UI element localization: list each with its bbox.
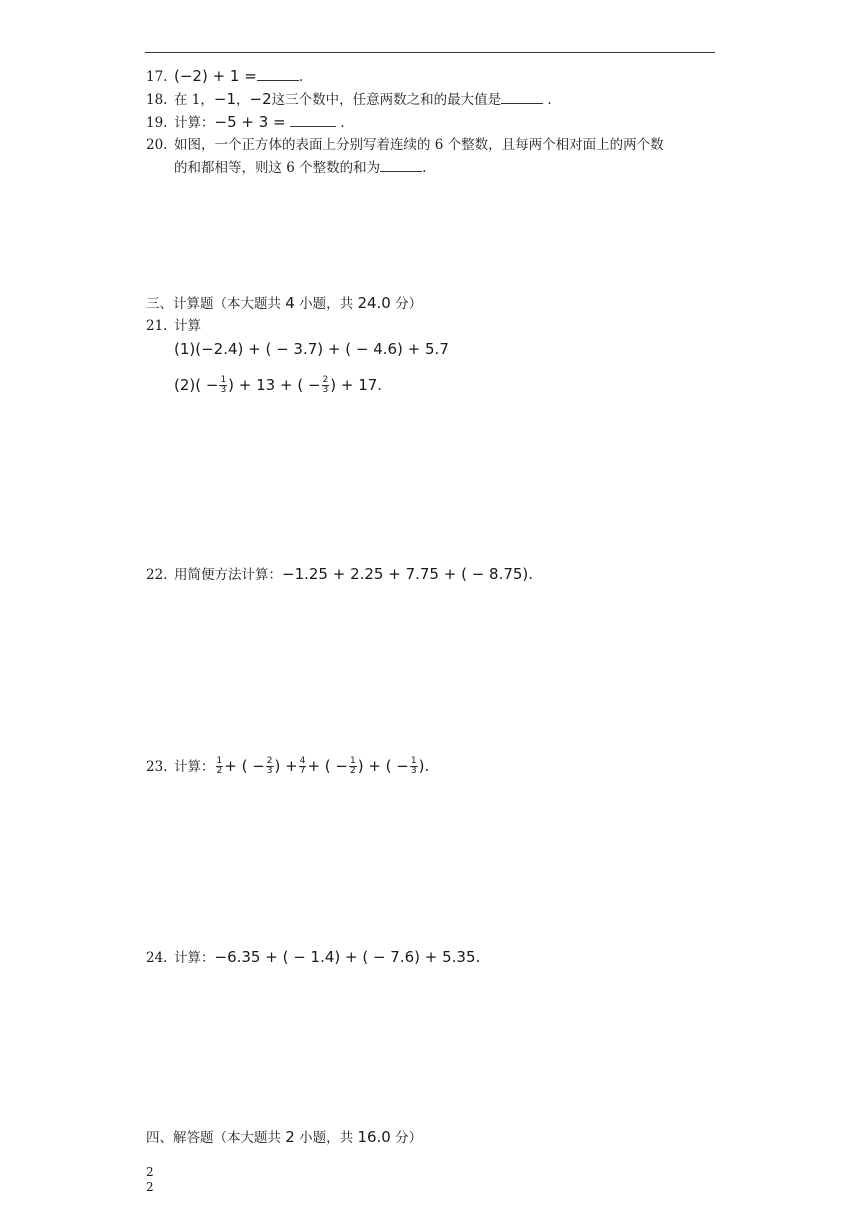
numerator: 4: [299, 756, 306, 766]
math-expression: ) + 13 + ( −: [228, 376, 321, 394]
question-text: 这三个数中，任意两数之和的最大值是: [271, 92, 502, 108]
question-number: 18.: [146, 92, 168, 108]
section-3-heading: [146, 293, 422, 314]
punctuation: .: [298, 69, 304, 85]
question-number: 23.: [146, 759, 168, 775]
section-text: 小题，共: [294, 296, 358, 312]
question-18: [146, 89, 552, 110]
fraction: [410, 757, 418, 776]
section-points: 24.0: [357, 294, 391, 312]
section-points: 16.0: [357, 1128, 391, 1146]
question-23: [146, 753, 429, 780]
section-text: 三、计算题（本大题共: [146, 296, 286, 312]
section-count: 2: [285, 1128, 295, 1146]
question-20: [146, 135, 664, 155]
question-text: 用简便方法计算：: [174, 567, 282, 583]
denominator: 3: [220, 385, 227, 395]
math-expression: (2)( −: [174, 376, 219, 394]
fraction: [349, 757, 357, 776]
question-20-continued: [174, 158, 426, 178]
question-17: [146, 66, 303, 87]
section-4-heading: [146, 1127, 422, 1148]
page-number-top: 2: [146, 1165, 154, 1179]
math-expression: (−2) + 1 =: [174, 67, 257, 85]
math-expression: ) + 17.: [330, 376, 383, 394]
question-text: 计算: [174, 318, 201, 334]
header-rule: [145, 52, 715, 53]
question-21-part-2: [174, 372, 382, 398]
question-number: 22.: [146, 567, 168, 583]
math-expression: + ( −: [224, 757, 265, 775]
section-count: 4: [285, 294, 295, 312]
math-expression: −1.25 + 2.25 + 7.75 + ( − 8.75).: [282, 565, 534, 583]
denominator: 3: [410, 766, 417, 776]
fraction: [216, 757, 224, 776]
question-number: 19.: [146, 115, 168, 131]
denominator: 7: [299, 766, 306, 776]
section-text: 分）: [390, 1130, 423, 1146]
question-24: [146, 947, 480, 968]
numerator: 2: [322, 375, 329, 385]
section-text: 小题，共: [294, 1130, 358, 1146]
math-expression: ).: [418, 757, 430, 775]
answer-blank: [380, 159, 422, 172]
question-text: 计算：: [174, 759, 215, 775]
page-number-bottom: 2: [146, 1180, 154, 1194]
denominator: 3: [266, 766, 273, 776]
fraction: [322, 376, 330, 395]
math-expression: + ( −: [307, 757, 348, 775]
question-text: 计算：: [174, 115, 215, 131]
punctuation: .: [335, 115, 345, 131]
question-number: 20.: [146, 137, 168, 153]
numerator: 2: [266, 756, 273, 766]
question-text: 如图，一个正方体的表面上分别写着连续的 6 个整数，且每两个相对面上的两个数: [174, 137, 664, 153]
numerator: 1: [216, 756, 223, 766]
math-expression: −6.35 + ( − 1.4) + ( − 7.6) + 5.35.: [214, 948, 481, 966]
question-text: ，: [236, 92, 250, 108]
section-text: 四、解答题（本大题共: [146, 1130, 286, 1146]
section-text: 分）: [390, 296, 423, 312]
question-19: [146, 112, 345, 133]
question-21: [146, 316, 201, 336]
fraction: [299, 757, 307, 776]
math-value: −2: [249, 90, 272, 108]
math-expression: ) + ( −: [357, 757, 409, 775]
question-text: 在 1，: [174, 92, 214, 108]
question-21-part-1: (1)(−2.4) + ( − 3.7) + ( − 4.6) + 5.7: [174, 340, 449, 358]
denominator: 3: [322, 385, 329, 395]
denominator: 2: [216, 766, 223, 776]
punctuation: .: [422, 160, 427, 176]
math-expression: ) +: [274, 757, 298, 775]
question-number: 17.: [146, 69, 168, 85]
numerator: 1: [410, 756, 417, 766]
punctuation: .: [543, 92, 552, 108]
question-text: 的和都相等，则这 6 个整数的和为: [174, 160, 381, 176]
math-expression: −5 + 3 =: [214, 113, 286, 131]
numerator: 1: [220, 375, 227, 385]
math-value: −1: [213, 90, 237, 108]
numerator: 1: [349, 756, 356, 766]
answer-blank: [501, 91, 543, 104]
question-text: 计算：: [174, 950, 215, 966]
question-number: 24.: [146, 950, 168, 966]
fraction: [219, 376, 227, 395]
fraction: [266, 757, 274, 776]
answer-blank: [257, 68, 299, 81]
question-22: [146, 564, 533, 585]
denominator: 2: [349, 766, 356, 776]
question-number: 21.: [146, 318, 168, 334]
answer-blank: [290, 114, 336, 127]
